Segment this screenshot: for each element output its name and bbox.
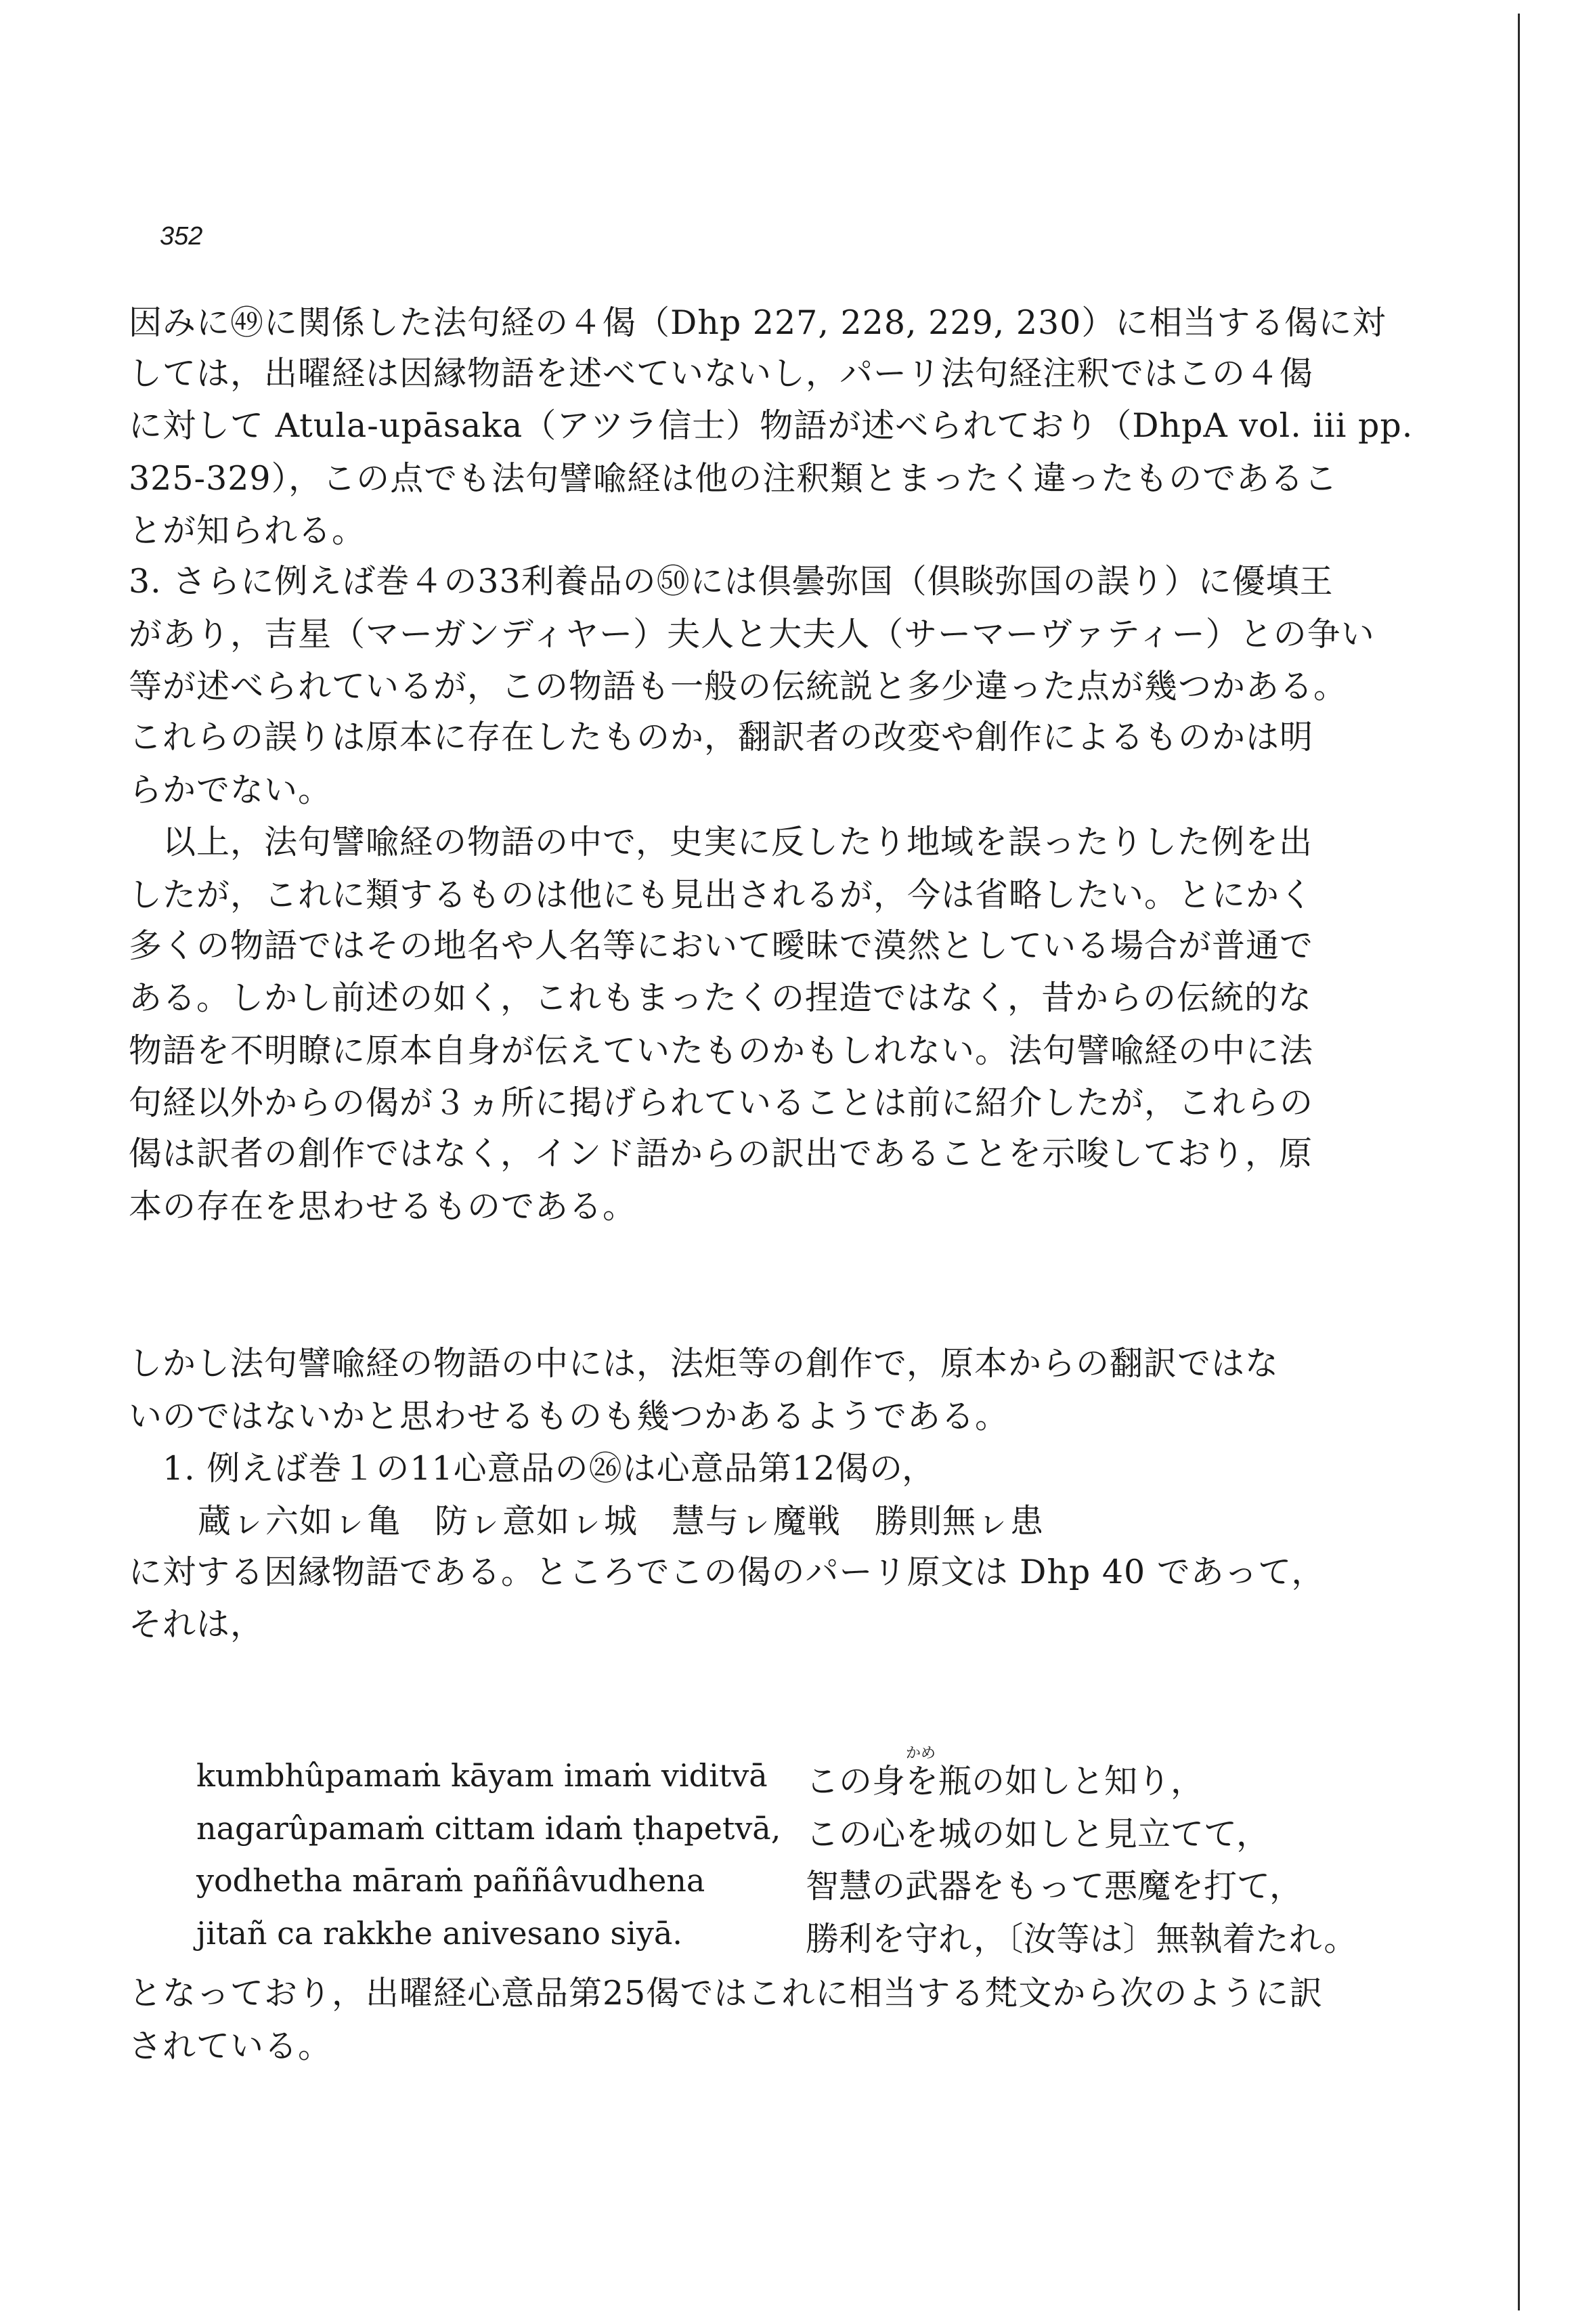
verse-translation: 勝利を守れ，〔汝等は〕無執着たれ。 <box>806 1920 1357 1958</box>
chinese-verse: 蔵ㇾ六如ㇾ亀 防ㇾ意如ㇾ城 慧与ㇾ魔戦 勝則無ㇾ患 <box>198 1502 1045 1541</box>
text-line: に対する因縁物語である。ところでこの偈のパーリ原文は Dhp 40 であって， <box>129 1553 1326 1591</box>
pali-verse-line: yodhetha māraṁ paññâvudhena <box>196 1862 705 1899</box>
text-line: とが知られる。 <box>129 511 366 550</box>
text-line: されている。 <box>129 2027 332 2065</box>
text-line: 等が述べられているが，この物語も一般の伝統説と多少違った点が幾つかある。 <box>129 667 1348 706</box>
text-line: があり，吉星（マーガンディヤー）夫人と大夫人（サーマーヴァティー）との争い <box>129 615 1375 653</box>
text-line: しかし法句譬喩経の物語の中には，法炬等の創作で，原本からの翻訳ではな <box>129 1344 1280 1383</box>
furigana: かめ <box>906 1745 936 1762</box>
text-line: ある。しかし前述の如く，これもまったくの捏造ではなく，昔からの伝統的な <box>129 978 1313 1017</box>
text-line: したが，これに類するものは他にも見出されるが，今は省略したい。とにかく <box>129 876 1314 914</box>
text-line: 1. 例えば巻１の11心意品の㉖は心意品第12偈の， <box>162 1449 936 1488</box>
text-line: いのではないかと思わせるものも幾つかあるようである。 <box>129 1397 1009 1436</box>
text-line: 多くの物語ではその地名や人名等において曖昧で漠然としている場合が普通で <box>129 926 1314 965</box>
text-line: 物語を不明瞭に原本自身が伝えていたものかもしれない。法句譬喩経の中に法 <box>129 1031 1314 1070</box>
text-line: に対して Atula-upāsaka（アツラ信士）物語が述べられており（DhpA vol. iii pp. <box>129 406 1414 445</box>
text-line: 因みに㊾に関係した法句経の４偈（Dhp 227, 228, 229, 230）に相当する偈に対 <box>129 303 1387 342</box>
text-line: 3. さらに例えば巻４の33利養品の㊿には倶曇弥国（倶睒弥国の誤り）に優填王 <box>129 562 1334 601</box>
text-line: 本の存在を思わせるものである。 <box>129 1187 637 1226</box>
pali-verse-line: jitañ ca rakkhe anivesano siyā. <box>196 1915 682 1952</box>
text-line: 325-329），この点でも法句譬喩経は他の注釈類とまったく違ったものであるこ <box>129 459 1338 498</box>
page-number: 352 <box>160 222 203 251</box>
pali-verse-line: nagarûpamaṁ cittam idaṁ ṭhapetvā, <box>196 1810 781 1847</box>
verse-translation: この身を瓶の如しと知り， <box>806 1762 1204 1801</box>
text-line: これらの誤りは原本に存在したものか，翻訳者の改変や創作によるものかは明 <box>129 718 1314 756</box>
text-line: 偈は訳者の創作ではなく，インド語からの訳出であることを示唆しており，原 <box>129 1134 1313 1173</box>
page-edge-rule <box>1518 14 1520 2310</box>
text-line: しては，出曜経は因縁物語を述べていないし，パーリ法句経注釈ではこの４偈 <box>129 354 1314 393</box>
text-line: 句経以外からの偈が３ヵ所に掲げられていることは前に紹介したが，これらの <box>129 1083 1314 1122</box>
text-line: となっており，出曜経心意品第25偈ではこれに相当する梵文から次のように訳 <box>129 1974 1324 2013</box>
pali-verse-line: kumbhûpamaṁ kāyam imaṁ viditvā <box>196 1757 768 1794</box>
text-line: 以上，法句譬喩経の物語の中で，史実に反したり地域を誤ったりした例を出 <box>162 823 1313 861</box>
text-line: それは， <box>129 1605 265 1643</box>
verse-translation: この心を城の如しと見立てて， <box>806 1815 1270 1853</box>
text-line: らかでない。 <box>129 771 332 809</box>
verse-translation: 智慧の武器をもって悪魔を打て， <box>806 1867 1303 1906</box>
